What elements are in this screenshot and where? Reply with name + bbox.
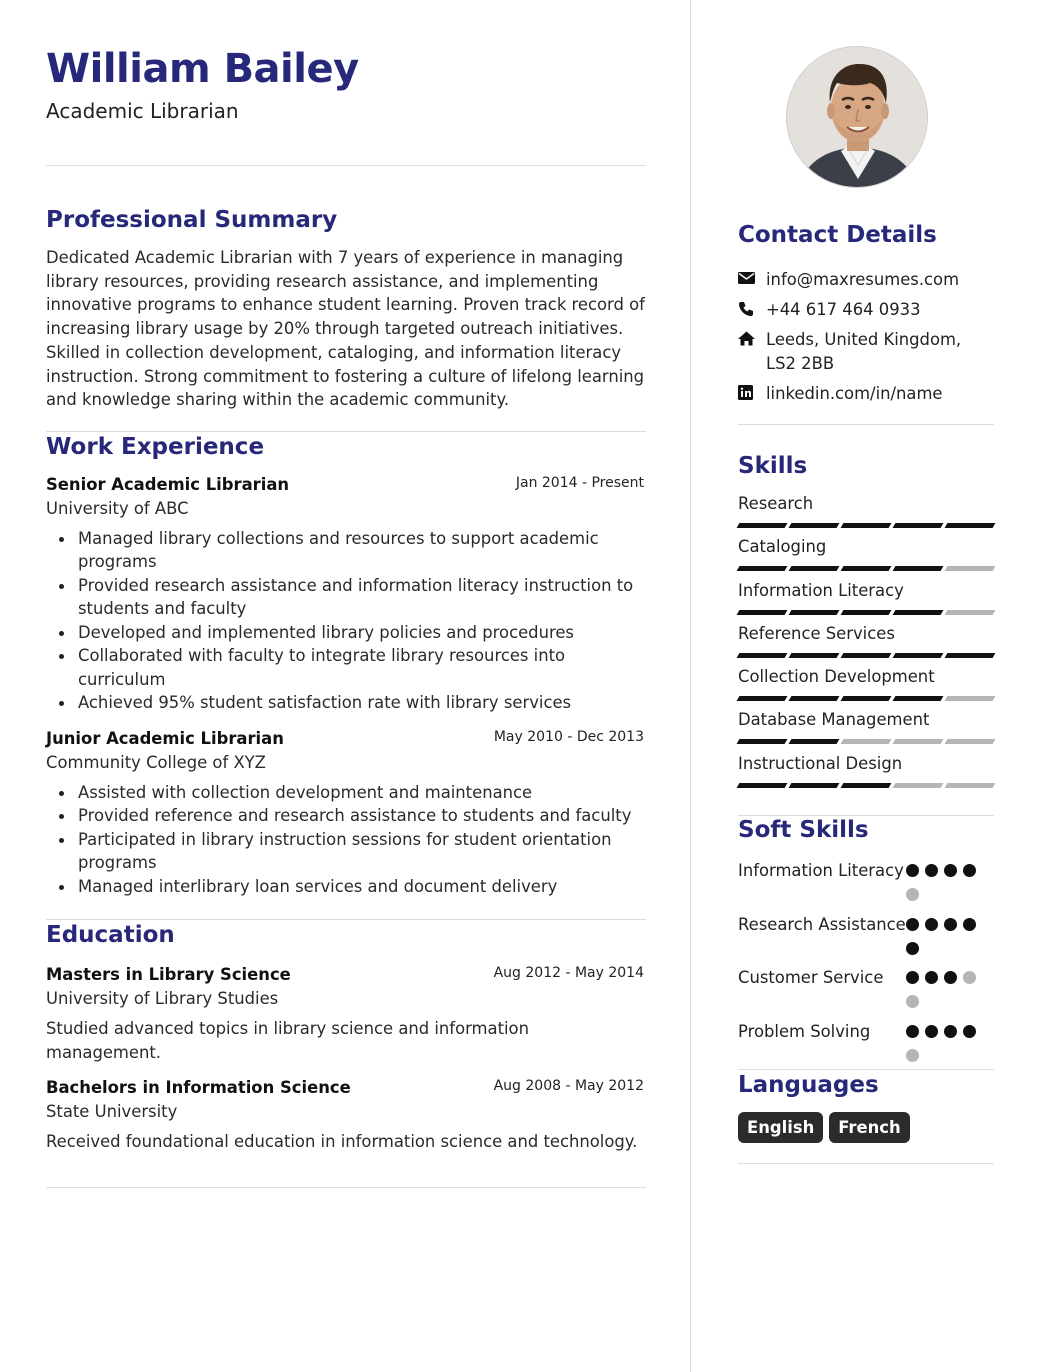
rating-dot bbox=[906, 918, 919, 931]
skill-level-segment bbox=[789, 566, 840, 571]
skill-name: Information Literacy bbox=[738, 580, 904, 600]
skill-name: Cataloging bbox=[738, 537, 827, 557]
contact-heading: Contact Details bbox=[738, 222, 937, 248]
job-role: Senior Academic Librarian bbox=[46, 474, 290, 494]
rating-dot bbox=[906, 1025, 919, 1038]
skill-level-segment bbox=[945, 696, 996, 701]
rating-dot bbox=[925, 1025, 938, 1038]
skill-name: Instructional Design bbox=[738, 753, 903, 773]
job-dates: May 2010 - Dec 2013 bbox=[493, 728, 644, 745]
skill-level-segment bbox=[737, 783, 788, 788]
soft-skills-divider bbox=[738, 1069, 994, 1070]
school-name: University of Library Studies bbox=[46, 989, 279, 1009]
skill-level-segment bbox=[737, 696, 788, 701]
job-bullet: Achieved 95% student satisfaction rate with library services bbox=[78, 691, 646, 715]
job-bullet: Assisted with collection development and maintenance bbox=[78, 781, 646, 805]
main-column bbox=[46, 44, 646, 1188]
skill-level-segment bbox=[789, 739, 840, 744]
education-dates: Aug 2008 - May 2012 bbox=[493, 1078, 644, 1095]
degree-title: Bachelors in Information Science bbox=[46, 1078, 351, 1098]
soft-skill-rating bbox=[906, 1020, 986, 1074]
rating-dot bbox=[925, 971, 938, 984]
skill-level-segment bbox=[841, 783, 892, 788]
skill-level-segment bbox=[841, 523, 892, 528]
skill-level-bar bbox=[738, 566, 994, 571]
skill-item bbox=[738, 665, 994, 708]
rating-dot bbox=[944, 918, 957, 931]
languages-list bbox=[738, 1112, 910, 1143]
skill-level-segment bbox=[737, 566, 788, 571]
job-role: Junior Academic Librarian bbox=[46, 728, 284, 748]
soft-skill-rating bbox=[906, 966, 986, 1020]
soft-skill-name: Research Assistance bbox=[738, 914, 906, 934]
soft-skill-item bbox=[738, 913, 994, 967]
job-organization: University of ABC bbox=[46, 498, 189, 518]
skill-item bbox=[738, 622, 994, 665]
rating-dot bbox=[963, 971, 976, 984]
skill-level-segment bbox=[737, 523, 788, 528]
soft-skill-rating bbox=[906, 913, 986, 967]
education-entry bbox=[46, 963, 646, 1064]
rating-dot bbox=[925, 864, 938, 877]
contact-divider bbox=[738, 424, 994, 425]
rating-dot bbox=[906, 888, 919, 901]
rating-dot bbox=[944, 971, 957, 984]
column-divider bbox=[690, 0, 691, 1372]
skill-level-segment bbox=[841, 696, 892, 701]
skill-level-segment bbox=[945, 783, 996, 788]
skill-level-segment bbox=[945, 739, 996, 744]
job-bullet: Managed interlibrary loan services and document delivery bbox=[78, 875, 646, 899]
skill-level-segment bbox=[893, 696, 944, 701]
skill-level-segment bbox=[945, 653, 996, 658]
skill-level-bar bbox=[738, 739, 994, 744]
skill-name: Collection Development bbox=[738, 667, 935, 687]
rating-dot bbox=[906, 864, 919, 877]
skill-level-bar bbox=[738, 610, 994, 615]
skill-level-segment bbox=[945, 566, 996, 571]
contact-linkedin[interactable] bbox=[738, 382, 994, 406]
home-icon bbox=[738, 328, 766, 346]
skill-level-bar bbox=[738, 696, 994, 701]
skill-level-segment bbox=[893, 653, 944, 658]
rating-dot bbox=[963, 918, 976, 931]
skill-level-segment bbox=[737, 653, 788, 658]
rating-dot bbox=[906, 942, 919, 955]
education-entry bbox=[46, 1076, 646, 1154]
job-bullets bbox=[46, 527, 646, 715]
soft-skill-name: Problem Solving bbox=[738, 1021, 871, 1041]
contact-address bbox=[738, 328, 994, 375]
envelope-icon bbox=[738, 268, 766, 285]
skill-level-segment bbox=[841, 566, 892, 571]
education-description: Received foundational education in information science and technology. bbox=[46, 1132, 638, 1152]
skill-level-segment bbox=[789, 696, 840, 701]
soft-skill-name: Customer Service bbox=[738, 968, 884, 987]
rating-dot bbox=[906, 1049, 919, 1062]
skill-level-segment bbox=[945, 610, 996, 615]
skill-level-segment bbox=[789, 783, 840, 788]
soft-skills-list bbox=[738, 859, 994, 1073]
skill-item bbox=[738, 492, 994, 535]
job-bullet: Provided research assistance and information literacy instruction to students and faculty bbox=[78, 574, 646, 621]
skill-item bbox=[738, 752, 994, 795]
candidate-title: Academic Librarian bbox=[46, 99, 239, 123]
languages-divider bbox=[738, 1163, 994, 1164]
education-list bbox=[46, 963, 646, 1154]
language-pill: French bbox=[829, 1112, 909, 1143]
rating-dot bbox=[944, 1025, 957, 1038]
language-pill: English bbox=[738, 1112, 823, 1143]
experience-list bbox=[46, 473, 646, 899]
experience-heading: Work Experience bbox=[46, 433, 265, 460]
phone-text: +44 617 464 0933 bbox=[766, 300, 921, 319]
skill-level-segment bbox=[893, 739, 944, 744]
school-name: State University bbox=[46, 1102, 178, 1122]
skill-level-bar bbox=[738, 523, 994, 528]
soft-skill-item bbox=[738, 1020, 994, 1074]
skill-item bbox=[738, 535, 994, 578]
contact-list bbox=[738, 268, 994, 412]
skill-level-bar bbox=[738, 653, 994, 658]
skill-item bbox=[738, 579, 994, 622]
summary-heading: Professional Summary bbox=[46, 207, 338, 233]
job-bullet: Provided reference and research assistance to students and faculty bbox=[78, 804, 646, 828]
job-bullets bbox=[46, 781, 646, 899]
rating-dot bbox=[906, 995, 919, 1008]
contact-phone[interactable] bbox=[738, 298, 994, 322]
soft-skill-item bbox=[738, 859, 994, 913]
email-text: info@maxresumes.com bbox=[766, 270, 960, 289]
rating-dot bbox=[963, 1025, 976, 1038]
soft-skill-item bbox=[738, 966, 994, 1020]
soft-skill-name: Information Literacy bbox=[738, 861, 904, 880]
skill-level-segment bbox=[893, 523, 944, 528]
skill-level-segment bbox=[737, 610, 788, 615]
skills-list bbox=[738, 492, 994, 795]
languages-heading: Languages bbox=[738, 1072, 879, 1098]
job-dates: Jan 2014 - Present bbox=[515, 474, 644, 491]
phone-icon bbox=[738, 298, 766, 317]
skill-level-segment bbox=[893, 610, 944, 615]
skill-level-segment bbox=[945, 523, 996, 528]
job-entry bbox=[46, 727, 646, 899]
job-bullet: Collaborated with faculty to integrate library resources into curriculum bbox=[78, 644, 646, 691]
education-divider bbox=[46, 1187, 646, 1188]
job-bullet: Participated in library instruction sessions for student orientation programs bbox=[78, 828, 646, 875]
linkedin-text: linkedin.com/in/name bbox=[766, 383, 943, 403]
address-text: Leeds, United Kingdom, LS2 2BB bbox=[766, 330, 962, 373]
skill-level-segment bbox=[789, 653, 840, 658]
profile-photo bbox=[786, 46, 928, 188]
contact-email[interactable] bbox=[738, 268, 994, 292]
skill-name: Reference Services bbox=[738, 623, 895, 643]
skill-level-segment bbox=[893, 566, 944, 571]
skill-level-segment bbox=[893, 783, 944, 788]
degree-title: Masters in Library Science bbox=[46, 965, 291, 985]
skill-level-segment bbox=[789, 610, 840, 615]
soft-skills-heading: Soft Skills bbox=[738, 817, 869, 843]
skills-heading: Skills bbox=[738, 453, 808, 479]
rating-dot bbox=[906, 971, 919, 984]
soft-skill-rating bbox=[906, 859, 986, 913]
skill-level-segment bbox=[841, 610, 892, 615]
skill-level-segment bbox=[737, 739, 788, 744]
rating-dot bbox=[925, 918, 938, 931]
candidate-name: William Bailey bbox=[46, 46, 359, 92]
summary-text: Dedicated Academic Librarian with 7 years of experience in managing library resources, providing research assistance, and implementing innovative programs to enhance student learning. Proven track record of increasing library usage by 20% through targeted outreach initiatives. Skilled in collection development, cataloging, and information literacy instruction. Strong commitment to fostering a culture of lifelong learning and knowledge sharing within the academic community. bbox=[46, 248, 645, 410]
rating-dot bbox=[944, 864, 957, 877]
skill-level-bar bbox=[738, 783, 994, 788]
education-description: Studied advanced topics in library science and information management. bbox=[46, 1019, 529, 1062]
rating-dot bbox=[963, 864, 976, 877]
skill-name: Research bbox=[738, 494, 814, 513]
header-divider bbox=[46, 165, 646, 166]
job-organization: Community College of XYZ bbox=[46, 752, 266, 772]
skill-item bbox=[738, 708, 994, 751]
job-bullet: Managed library collections and resources to support academic programs bbox=[78, 527, 646, 574]
job-entry bbox=[46, 473, 646, 715]
skill-level-segment bbox=[841, 653, 892, 658]
skill-name: Database Management bbox=[738, 710, 930, 730]
skill-level-segment bbox=[789, 523, 840, 528]
job-bullet: Developed and implemented library policies and procedures bbox=[78, 621, 646, 645]
education-dates: Aug 2012 - May 2014 bbox=[493, 965, 644, 982]
skill-level-segment bbox=[841, 739, 892, 744]
education-heading: Education bbox=[46, 922, 175, 949]
linkedin-icon bbox=[738, 382, 766, 400]
